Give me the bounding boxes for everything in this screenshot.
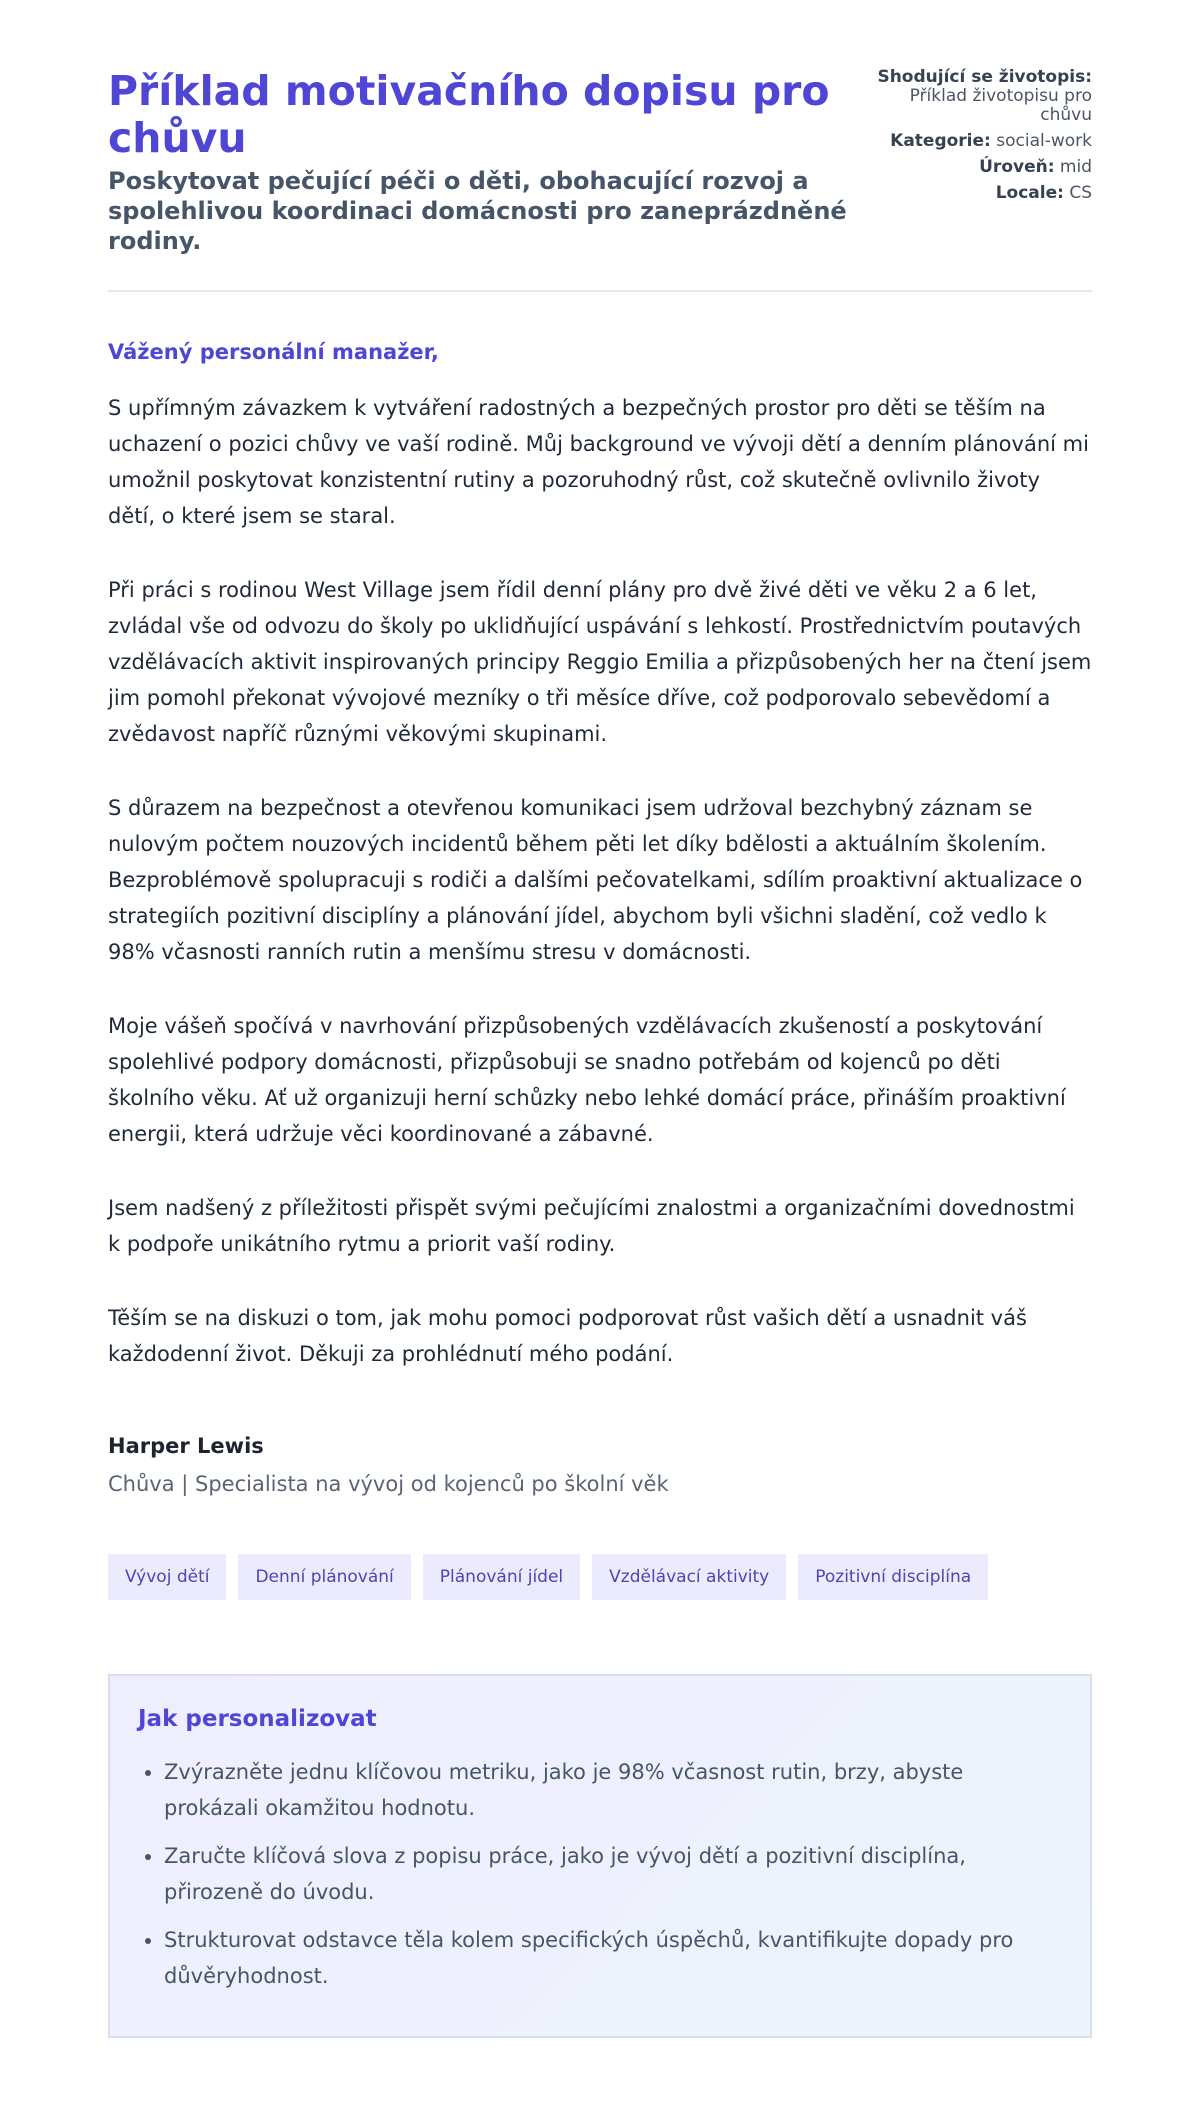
meta-locale-value: CS	[1069, 183, 1092, 203]
tips-title: Jak personalizovat	[138, 1706, 377, 1732]
meta-level	[858, 158, 1092, 177]
meta-category-label: Kategorie:	[890, 131, 991, 151]
meta-locale	[858, 184, 1092, 203]
meta-category	[858, 132, 1092, 151]
skill-tag: Pozitivní disciplína	[798, 1554, 988, 1600]
skill-tag: Denní plánování	[238, 1554, 410, 1600]
personalize-tips-box	[108, 1674, 1092, 2038]
meta-resume-label: Shodující se životopis:	[877, 67, 1092, 87]
signature	[108, 1434, 1092, 1496]
header-titles	[108, 68, 858, 256]
meta-panel	[858, 68, 1092, 210]
tips-list	[138, 1754, 1062, 1994]
meta-locale-label: Locale:	[995, 183, 1064, 203]
letter-paragraph: Jsem nadšený z příležitosti přispět svými pečujícími znalostmi a organizačními dovednostmi k podpoře unikátního rytmu a priorit vaší rodiny.	[108, 1196, 1075, 1256]
tip-item: • Zvýrazněte jednu klíčovou metriku, jako je 98% včasnost rutin, brzy, abyste prokázali okamžitou hodnotu.	[164, 1754, 1062, 1826]
signature-name: Harper Lewis	[108, 1434, 264, 1458]
skill-tag: Vzdělávací aktivity	[592, 1554, 786, 1600]
letter-paragraph: S upřímným závazkem k vytváření radostných a bezpečných prostor pro děti se těším na uchazení o pozici chůvy ve vaší rodině. Můj background ve vývoji dětí a denním plánování mi umožnil poskytovat konzistentní rutiny a pozoruhodný růst, což skutečně ovlivnilo životy dětí, o které jsem se staral.	[108, 396, 1089, 528]
page-subtitle: Poskytovat pečující péči o děti, obohacující rozvoj a spolehlivou koordinaci domácnosti pro zaneprázdněné rodiny.	[108, 167, 847, 255]
letter-salutation: Vážený personální manažer,	[108, 340, 439, 364]
letter-body	[108, 390, 1092, 1372]
letter-paragraph: Při práci s rodinou West Village jsem řídil denní plány pro dvě živé děti ve věku 2 a 6 let, zvládal vše od odvozu do školy po uklidňující uspávání s lehkostí. Prostřednictvím poutavých vzdělávacích aktivit inspirovaných principy Reggio Emilia a přizpůsobených her na čtení jsem jim pomohl překonat vývojové mezníky o tři měsíce dříve, což podporovalo sebevědomí a zvědavost napříč různými věkovými skupinami.	[108, 578, 1092, 746]
meta-category-value: social-work	[996, 131, 1092, 151]
letter-paragraph: Těším se na diskuzi o tom, jak mohu pomoci podporovat růst vašich dětí a usnadnit váš každodenní život. Děkuji za prohlédnutí mého podání.	[108, 1306, 1027, 1366]
skill-tag: Plánování jídel	[423, 1554, 580, 1600]
header	[108, 68, 1092, 292]
meta-level-value: mid	[1059, 157, 1092, 177]
letter-paragraph: S důrazem na bezpečnost a otevřenou komunikaci jsem udržoval bezchybný záznam se nulovým počtem nouzových incidentů během pěti let díky bdělosti a aktuálním školením. Bezproblémově spolupracuji s rodiči a dalšími pečovatelkami, sdílím proaktivní aktualizace o strategiích pozitivní disciplíny a plánování jídel, abychom byli všichni sladění, což vedlo k 98% včasnosti ranních rutin a menšímu stresu v domácnosti.	[108, 796, 1083, 964]
tip-item: • Strukturovat odstavce těla kolem specifických úspěchů, kvantifikujte dopady pro důvěryhodnost.	[164, 1922, 1062, 1994]
meta-level-label: Úroveň:	[979, 157, 1055, 177]
tip-item: • Zaručte klíčová slova z popisu práce, jako je vývoj dětí a pozitivní disciplína, přirozeně do úvodu.	[164, 1838, 1062, 1910]
signature-role: Chůva | Specialista na vývoj od kojenců po školní věk	[108, 1472, 669, 1496]
letter-paragraph: Moje vášeň spočívá v navrhování přizpůsobených vzdělávacích zkušeností a poskytování spolehlivé podpory domácnosti, přizpůsobuji se snadno potřebám od kojenců po děti školního věku. Ať už organizuji herní schůzky nebo lehké domácí práce, přináším proaktivní energii, která udržuje věci koordinované a zábavné.	[108, 1014, 1066, 1146]
skill-tags	[108, 1554, 1092, 1600]
meta-resume-value: Příklad životopisu pro chůvu	[909, 86, 1092, 125]
page-title: Příklad motivačního dopisu pro chůvu	[108, 67, 830, 162]
meta-resume	[858, 68, 1092, 125]
skill-tag: Vývoj dětí	[108, 1554, 226, 1600]
